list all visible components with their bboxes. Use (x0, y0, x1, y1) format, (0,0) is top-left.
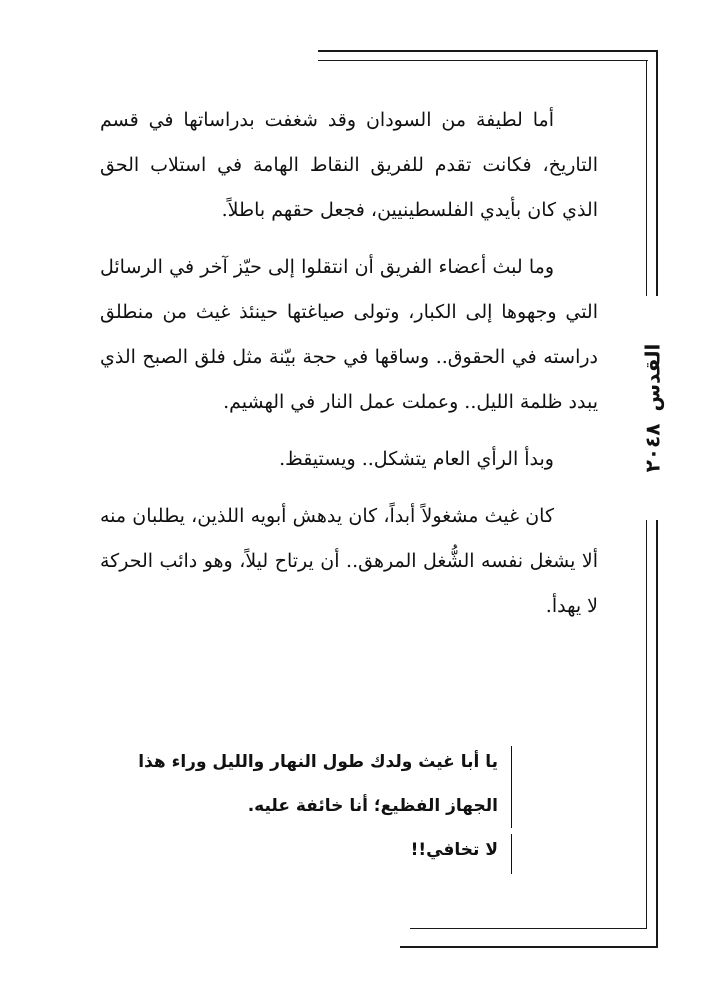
paragraph-4: كان غيث مشغولاً أبداً، كان يدهش أبويه اللذين، يطلبان منه ألا يشغل نفسه الشُّغل المرهق.. أن يرتاح ليلاً، وهو دائب الحركة لا يهدأ. (100, 505, 598, 617)
running-head-title: القدس (640, 343, 664, 412)
running-head (632, 310, 672, 506)
quote-bar-2 (511, 834, 512, 874)
paragraph-3: وبدأ الرأي العام يتشكل.. ويستيقظ. (279, 448, 554, 470)
paragraph-2: وما لبث أعضاء الفريق أن انتقلوا إلى حيّز آخر في الرسائل التي وجهوها إلى الكبار، وتولى صياغتها حينئذ غيث من منطلق دراسته في الحقوق.. وساقها في حجة بيّنة مثل فلق الصبح الذي يبدد ظلمة الليل.. وعملت عمل النار في الهشيم. (100, 256, 598, 413)
dialogue-quote (120, 740, 512, 872)
frame-right-lower-inner (646, 520, 647, 928)
running-head-year: ٢٠٤٨ (640, 423, 664, 473)
frame-top-inner (318, 60, 648, 61)
frame-top-outer (318, 50, 658, 52)
frame-right-upper-inner (646, 60, 647, 296)
quote-line-2: لا تخافي!! (410, 840, 498, 860)
frame-right-upper-outer (656, 50, 658, 296)
frame-bottom-outer (400, 946, 658, 948)
quote-line-1: يا أبا غيث ولدك طول النهار والليل وراء هذا الجهاز الفظيع؛ أنا خائفة عليه. (138, 752, 498, 816)
paragraph-1: أما لطيفة من السودان وقد شغفت بدراساتها في قسم التاريخ، فكانت تقدم للفريق النقاط الهامة في استلاب الحق الذي كان بأيدي الفلسطينيين، فجعل حقهم باطلاً. (100, 109, 598, 221)
body-text (100, 98, 598, 641)
quote-bar-1 (511, 746, 512, 828)
frame-right-lower-outer (656, 520, 658, 948)
frame-bottom-inner (410, 928, 647, 929)
